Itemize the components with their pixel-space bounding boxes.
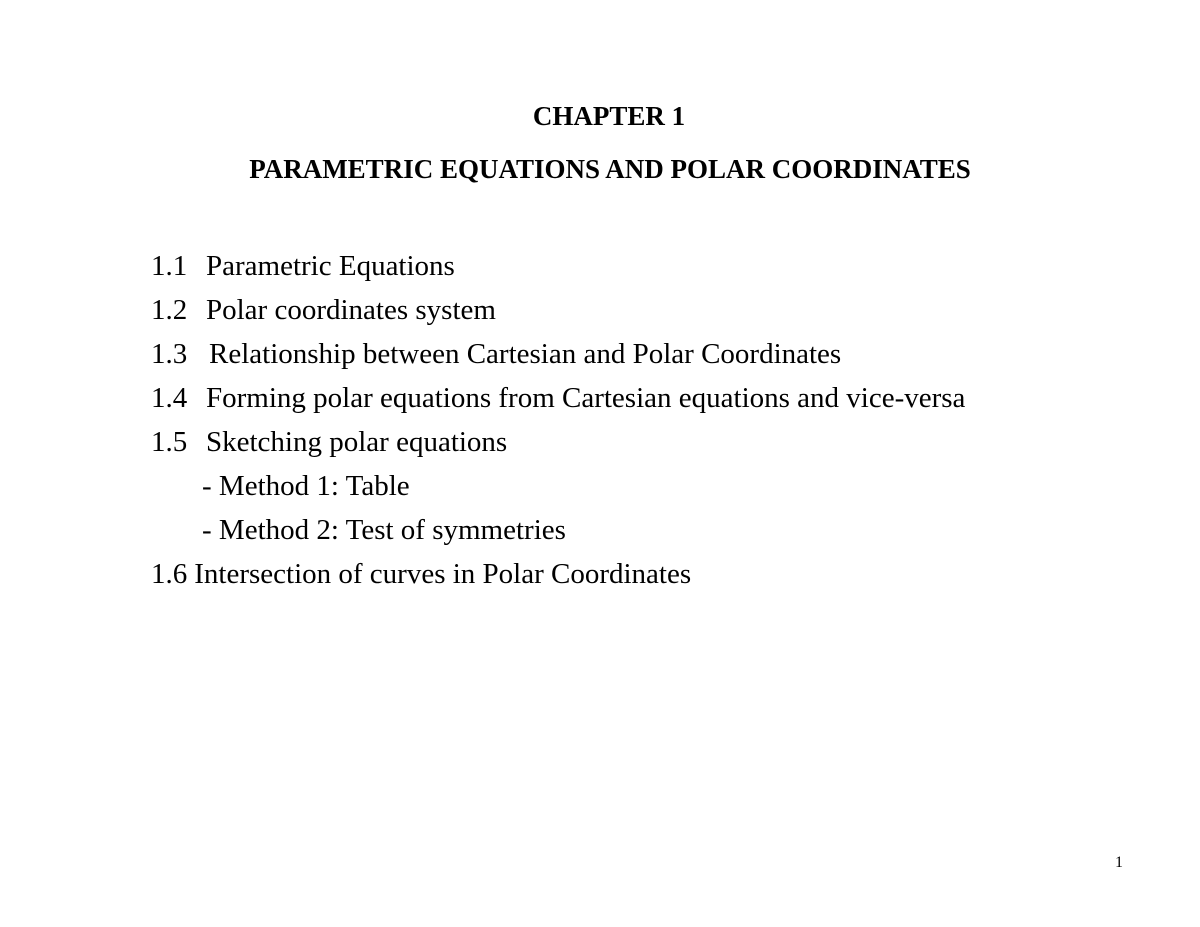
toc-subitem-label: - Method 2: Test of symmetries bbox=[202, 514, 566, 546]
toc-item-1-5 bbox=[151, 422, 965, 466]
chapter-subtitle: PARAMETRIC EQUATIONS AND POLAR COORDINATES bbox=[249, 154, 971, 184]
toc-item-label: Intersection of curves in Polar Coordinates bbox=[194, 558, 692, 590]
page-number: 1 bbox=[1115, 854, 1123, 871]
toc-subitem-method-2 bbox=[151, 510, 965, 554]
toc-item-label: Forming polar equations from Cartesian equations and vice-versa bbox=[206, 382, 966, 414]
toc-item-1-1 bbox=[151, 246, 965, 290]
toc-item-number: 1.3 bbox=[151, 338, 188, 370]
toc-item-label: Parametric Equations bbox=[206, 250, 455, 282]
toc-item-label: Relationship between Cartesian and Polar Coordinates bbox=[209, 338, 842, 370]
chapter-title: CHAPTER 1 bbox=[532, 101, 686, 131]
toc-subitem-method-1 bbox=[151, 466, 965, 510]
toc-item-1-6 bbox=[151, 554, 965, 598]
toc-item-number: 1.6 bbox=[151, 558, 188, 590]
toc-item-number: 1.2 bbox=[151, 294, 188, 326]
toc-item-label: Polar coordinates system bbox=[206, 294, 496, 326]
toc-item-label: Sketching polar equations bbox=[206, 426, 508, 458]
toc-item-1-2 bbox=[151, 290, 965, 334]
toc-item-number: 1.1 bbox=[151, 250, 188, 282]
toc-item-number: 1.5 bbox=[151, 426, 188, 458]
toc-item-1-4 bbox=[151, 378, 965, 422]
toc-item-1-3 bbox=[151, 334, 965, 378]
toc-item-number: 1.4 bbox=[151, 382, 188, 414]
table-of-contents bbox=[151, 246, 965, 598]
toc-subitem-label: - Method 1: Table bbox=[202, 470, 410, 502]
